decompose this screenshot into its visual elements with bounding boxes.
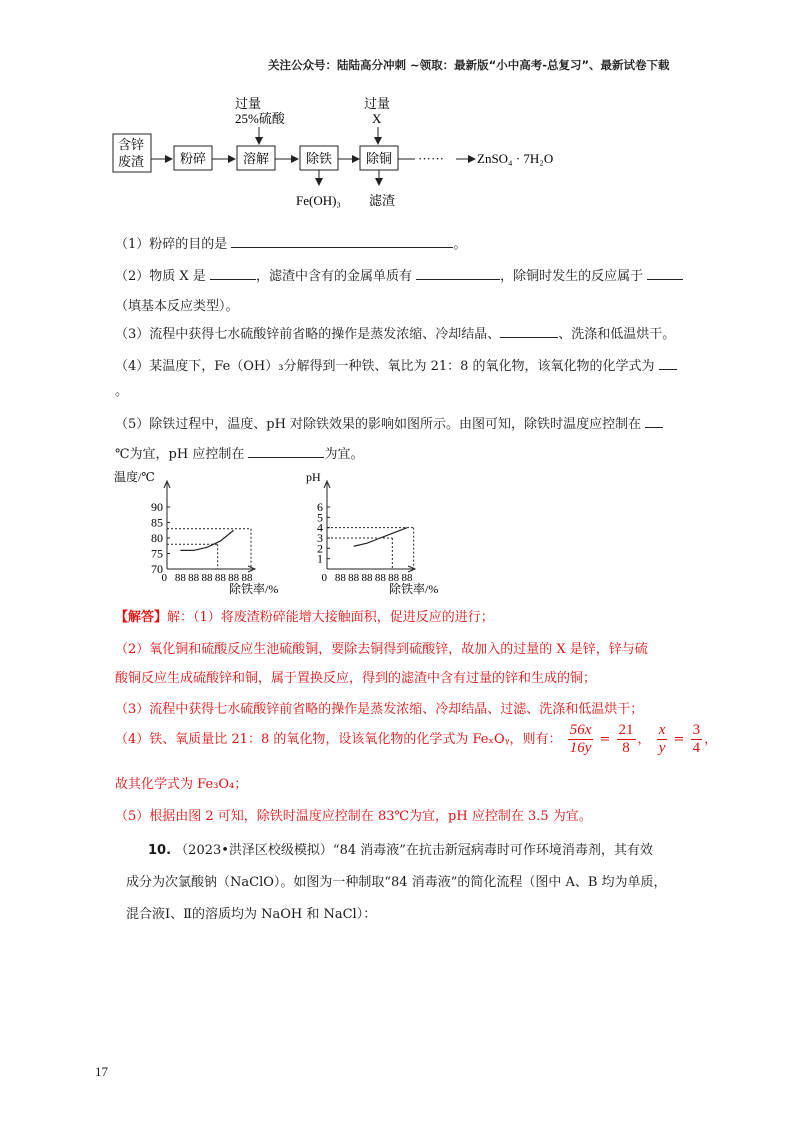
temp-chart-ytick-2: 80 [151,531,163,545]
box0-line2: 废渣 [118,154,145,169]
box4-label: 除铜 [366,151,393,166]
page-header: 关注公众号：陆陆高分冲刺 ~领取：最新版“小中高考-总复习”、最新试卷下载 [268,58,670,72]
question-2-cont: （填基本反应类型）。 [115,299,239,314]
flow-product: ZnSO₄ · 7H₂O [477,151,554,166]
question-1: （1）粉碎的目的是 。 [115,233,466,252]
ph-chart-ylabel: pH [306,470,321,484]
box0-line1: 含锌 [118,137,145,152]
question-2: （2）物质 X 是 ，滤渣中含有的金属单质有 ，除铜时发生的反应属于 [115,265,683,284]
flow-dots: ······ [418,151,444,166]
temp-chart-ytick-0: 90 [151,500,163,514]
page-number: 17 [95,1064,108,1079]
temp-chart-xtick-4: 88 [214,572,226,584]
temp-chart-xtick-1: 88 [174,572,186,584]
answer-blank-5a[interactable] [645,414,663,428]
fraction-21-8: $\frac{21}{8}$ [618,722,634,756]
q10-line1: 10. （2023•洪泽区校级模拟）“84 消毒液”在抗击新冠病毒时可作环境消毒剂，其有效 [148,843,653,858]
box2-label: 溶解 [243,151,270,166]
ph-chart-xtick-6: 88 [401,572,413,584]
answer-blank-4[interactable] [659,356,677,370]
ph-chart-xtick-2: 88 [348,572,360,584]
ph-chart-ytick-3: 3 [317,531,323,545]
temp-chart-ylabel: 温度/℃ [114,470,155,484]
process-flow-diagram [110,88,580,218]
answer-blank-1[interactable] [231,234,453,248]
fraction-x-y: $\frac{x}{y}$ [658,722,666,756]
ph-chart-ytick-5: 1 [317,551,323,566]
ph-chart-xtick-1: 88 [334,572,346,584]
temp-chart-xtick-2: 88 [188,572,200,584]
question-4: （4）某温度下，Fe（OH）₃分解得到一种铁、氧比为 21：8 的氧化物，该氧化物的化学式为 [115,355,677,374]
chart-ph [272,466,439,596]
ph-chart-ytick-0: 6 [317,500,323,514]
reagent2-line1: 过量 [364,96,391,111]
ph-chart-xlabel: 除铁率/% [389,582,439,596]
answer-1: 【解答】解：（1）将废渣粉碎能增大接触面积，促进反应的进行； [115,610,494,625]
q10-number: 10. [148,843,172,858]
answer-4: （4）铁、氧质量比 21：8 的氧化物，设该氧化物的化学式为 FeₓOᵧ，则有： $\frac{56x}{16y}$ = $\frac{21}{8}$ ， $\frac{x}{y}$ = $\frac{3}{4}$ ， [115,722,718,756]
temp-chart-xtick-3: 88 [201,572,213,584]
ph-chart-xtick-0: 0 [321,572,327,584]
answer-blank-3[interactable] [500,324,558,338]
answer-blank-5b[interactable] [248,444,324,458]
temp-chart-xtick-5: 88 [228,572,240,584]
question-3: （3）流程中获得七水硫酸锌前省略的操作是蒸发浓缩、冷却结晶、 、洗涤和低温烘干。 [115,323,675,342]
ph-chart-ytick-4: 2 [317,541,323,556]
temp-chart-ytick-4: 70 [151,562,163,576]
ph-chart-series-0 [354,528,407,547]
output-residue: 滤渣 [369,193,396,208]
answer-tag: 【解答】 [115,610,168,625]
fraction-56x-16y: $\frac{56x}{16y}$ [569,722,592,756]
answer-blank-2a[interactable] [210,266,256,280]
answer-blank-2b[interactable] [416,266,500,280]
reagent1-line2: 25%硫酸 [235,111,285,126]
ph-chart-ytick-2: 4 [317,520,323,535]
q10-line2: 成分为次氯酸钠（NaClO）。如图为一种制取“84 消毒液”的简化流程（图中 A、B 均为单质， [126,875,667,890]
answer-5: （5）根据由图 2 可知，除铁时温度应控制在 83℃为宜，pH 应控制在 3.5 为宜。 [115,809,592,824]
reagent2-line2: X [372,111,382,126]
ph-chart-xtick-3: 88 [361,572,373,584]
output-fe-oh3: Fe(OH)₃ [296,193,341,208]
ph-chart-ytick-1: 5 [317,510,323,525]
question-5: （5）除铁过程中，温度、pH 对除铁效果的影响如图所示。由图可知，除铁时温度应控制在 [115,413,663,432]
answer-blank-2c[interactable] [647,266,683,280]
temp-chart-xlabel: 除铁率/% [229,582,279,596]
temp-chart-ytick-3: 75 [151,546,163,561]
answer-2-line2: 酸铜反应生成硫酸锌和铜，属于置换反应，得到的滤渣中含有过量的锌和生成的铜； [115,671,597,686]
temp-chart-xtick-6: 88 [241,572,253,584]
fraction-3-4: $\frac{3}{4}$ [692,722,701,756]
ph-chart-xtick-4: 88 [374,572,386,584]
question-5-cont: ℃为宜，pH 应控制在 为宜。 [115,443,364,462]
q10-line3: 混合液Ⅰ、Ⅱ的溶质均为 NaOH 和 NaCl）： [126,907,377,922]
reagent1-line1: 过量 [235,96,262,111]
ph-chart-xtick-5: 88 [388,572,400,584]
temp-chart-series-0 [180,530,233,550]
temp-chart-ytick-1: 85 [151,515,163,530]
chart-temperature [112,466,279,596]
question-4-end: 。 [115,384,129,399]
answer-2-line1: （2）氧化铜和硫酸反应生池硫酸铜，要除去铜得到硫酸锌，故加入的过量的 X 是锌，锌与硫 [115,642,648,657]
box1-label: 粉碎 [180,151,207,166]
answer-3: （3）流程中获得七水硫酸锌前省略的操作是蒸发浓缩、冷却结晶、过滤、洗涤和低温烘干； [115,702,644,717]
answer-4-line2: 故其化学式为 Fe₃O₄； [115,777,248,792]
box3-label: 除铁 [306,151,333,166]
temp-chart-xtick-0: 0 [161,572,167,584]
